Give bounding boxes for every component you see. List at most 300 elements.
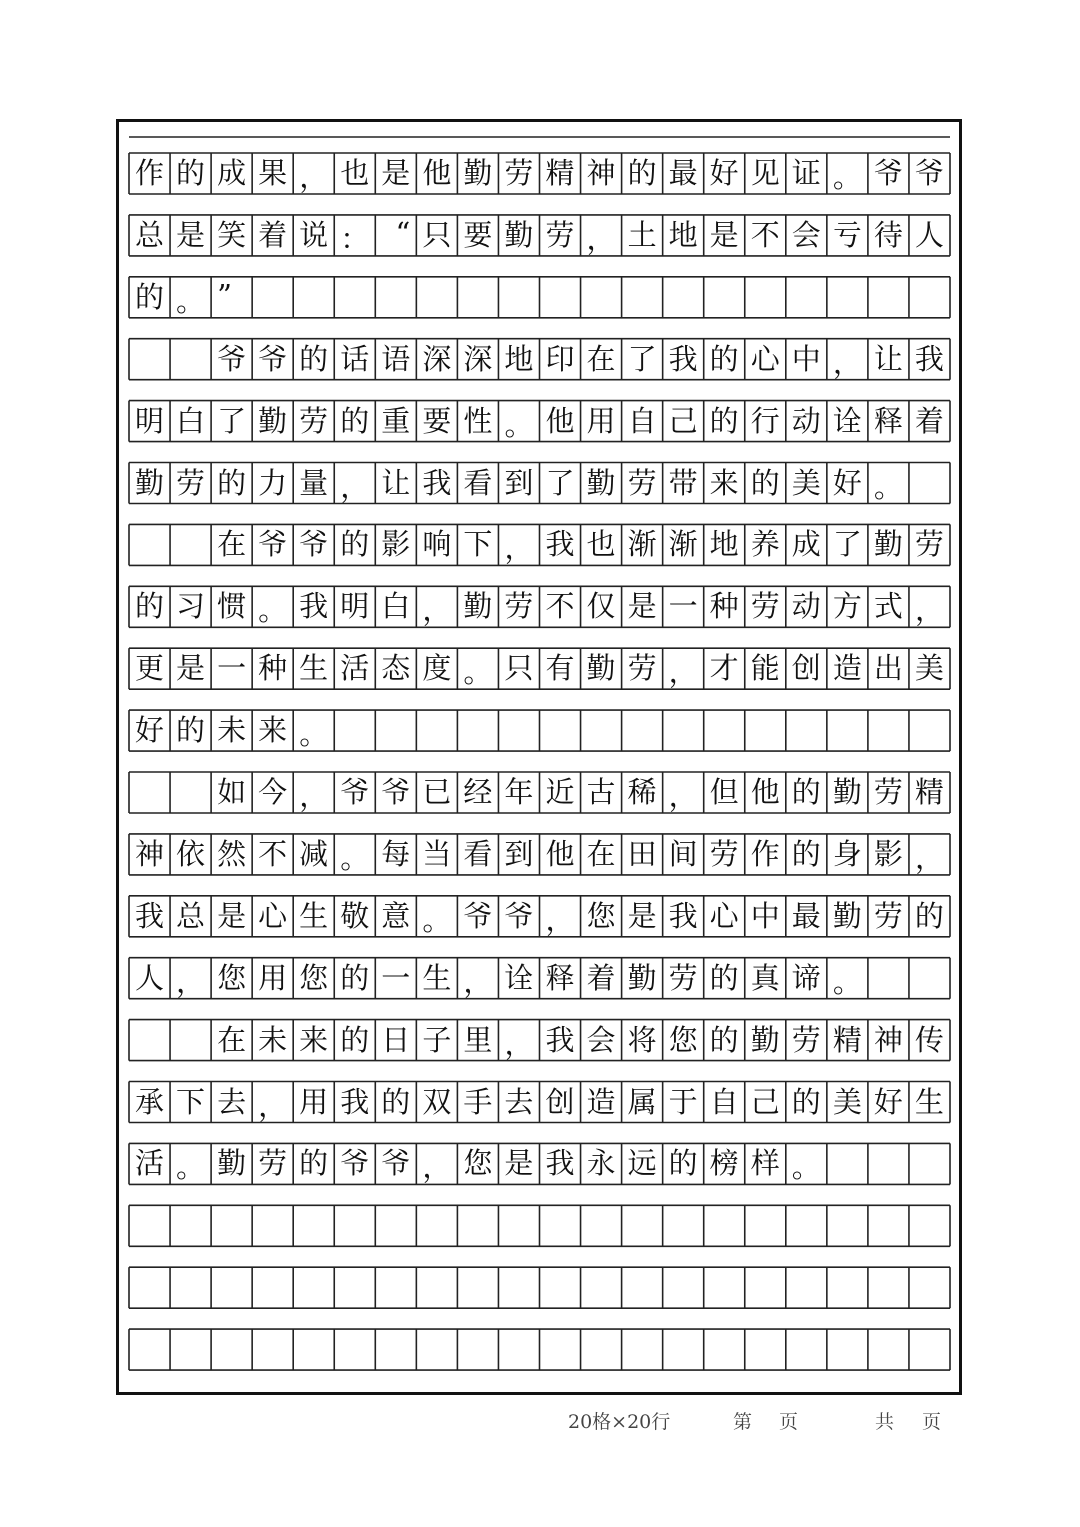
grid-char: ， (914, 593, 944, 628)
grid-char: 是 (627, 898, 657, 933)
grid-char: ， (422, 1150, 452, 1185)
grid-char: 。 (832, 160, 862, 194)
grid-char: 了 (627, 341, 657, 376)
grid-char: 劳 (176, 465, 206, 500)
grid-char: 。 (504, 407, 534, 442)
grid-char: 。 (176, 283, 206, 318)
grid-char: 子 (422, 1022, 452, 1057)
grid-char: 。 (422, 902, 452, 937)
grid-char: ， (586, 221, 616, 256)
grid-char: 仅 (586, 589, 616, 624)
grid-char: 。 (791, 1150, 821, 1185)
grid-char: 属 (627, 1084, 657, 1119)
grid-char: 白 (381, 589, 411, 624)
grid-char: 。 (832, 964, 862, 999)
grid-char: 看 (463, 465, 493, 500)
grid-char: 的 (299, 341, 329, 376)
grid-char: 在 (586, 836, 616, 871)
grid-char: 勤 (586, 651, 616, 686)
grid-char: 我 (545, 1022, 575, 1057)
grid-char: 着 (914, 403, 944, 438)
grid-char: 爷 (381, 1146, 411, 1181)
grid-char: 是 (504, 1146, 534, 1181)
grid-char: 最 (668, 156, 698, 190)
grid-char: 释 (873, 403, 903, 438)
grid-char: 勤 (750, 1022, 780, 1057)
grid-char: 地 (668, 217, 698, 252)
grid-char: 人 (914, 217, 944, 252)
grid-char: 劳 (873, 898, 903, 933)
grid-char: 。 (299, 717, 329, 752)
grid-char: 爷 (873, 156, 903, 190)
grid-char: 的 (709, 403, 739, 438)
grid-char: ， (422, 593, 452, 628)
grid-char: 见 (750, 156, 780, 190)
grid-char: 爷 (299, 527, 329, 562)
grid-char: 爷 (217, 341, 247, 376)
grid-char: ， (299, 779, 329, 813)
grid-char: 也 (340, 156, 370, 190)
grid-char: 人 (134, 960, 164, 995)
grid-char: 会 (586, 1022, 616, 1057)
grid-char: 创 (791, 651, 821, 686)
grid-char: 更 (134, 651, 164, 686)
grid-char: 己 (668, 403, 698, 438)
grid-char: 待 (873, 217, 903, 252)
grid-char: 心 (258, 898, 288, 933)
grid-char: 要 (463, 217, 493, 252)
grid-char: 里 (463, 1022, 493, 1057)
grid-char: ， (504, 1026, 534, 1061)
page-total-suffix: 页 (922, 1411, 942, 1433)
grid-char: 的 (750, 465, 780, 500)
grid-char: 下 (176, 1084, 206, 1119)
grid-char: ， (668, 655, 698, 690)
grid-char: 影 (381, 527, 411, 562)
grid-char: 神 (134, 836, 164, 871)
grid-char: 总 (176, 898, 206, 933)
grid-char: 我 (668, 898, 698, 933)
grid-char: 深 (422, 341, 452, 376)
grid-char: 在 (217, 1022, 247, 1057)
grid-char: 爷 (463, 898, 493, 933)
grid-char: ， (504, 531, 534, 566)
grid-char: 是 (176, 217, 206, 252)
grid-char: 劳 (504, 156, 534, 190)
grid-char: 的 (381, 1084, 411, 1119)
grid-char: 劳 (750, 589, 780, 624)
grid-char: 了 (832, 527, 862, 562)
grid-char: 说 (299, 217, 329, 252)
grid-char: 是 (176, 651, 206, 686)
grid-char: 劳 (299, 403, 329, 438)
grid-char: 您 (299, 960, 329, 995)
grid-char: ， (545, 902, 575, 937)
grid-char: 只 (422, 217, 452, 252)
grid-char: 生 (299, 898, 329, 933)
grid-char: 的 (709, 960, 739, 995)
grid-char: 劳 (258, 1146, 288, 1181)
grid-char: 下 (463, 527, 493, 562)
grid-char: 到 (504, 836, 534, 871)
grid-char: 的 (709, 1022, 739, 1057)
grid-char: 去 (504, 1084, 534, 1119)
grid-char: 生 (914, 1084, 944, 1119)
grid-char: 来 (258, 713, 288, 748)
grid-char: 种 (709, 589, 739, 624)
grid-char: 会 (791, 217, 821, 252)
grid-char: 依 (176, 836, 206, 871)
grid-char: 精 (914, 775, 944, 809)
grid-char: 态 (381, 651, 411, 686)
grid-char: 度 (422, 651, 452, 686)
grid-char: ： (340, 221, 370, 256)
grid-char: 您 (668, 1022, 698, 1057)
grid-char: 。 (873, 469, 903, 504)
grid-char: 神 (586, 156, 616, 190)
grid-char: 性 (463, 403, 493, 438)
grid-char: 创 (545, 1084, 575, 1119)
grid-char: 将 (627, 1022, 657, 1057)
grid-char: 习 (176, 589, 206, 624)
grid-char: 惯 (217, 589, 247, 624)
grid-char: 能 (750, 651, 780, 686)
grid-char: 承 (134, 1084, 164, 1119)
grid-char: 明 (340, 589, 370, 624)
grid-char: ， (914, 840, 944, 875)
grid-char: 心 (709, 898, 739, 933)
grid-char: 白 (176, 403, 206, 438)
grid-char: 双 (422, 1084, 452, 1119)
grid-char: 勤 (258, 403, 288, 438)
grid-char: 语 (381, 341, 411, 376)
grid-char: 行 (750, 403, 780, 438)
grid-char: 让 (873, 341, 903, 376)
grid-char: 他 (545, 836, 575, 871)
grid-char: 的 (340, 960, 370, 995)
grid-char: 已 (422, 775, 452, 809)
grid-char: 印 (545, 341, 575, 376)
grid-char: 最 (791, 898, 821, 933)
grid-char: 敬 (340, 898, 370, 933)
grid-char: 深 (463, 341, 493, 376)
page-footer (116, 1403, 962, 1437)
grid-char: 劳 (914, 527, 944, 562)
grid-char: 要 (422, 403, 452, 438)
grid-char: 我 (134, 898, 164, 933)
grid-char: 一 (381, 960, 411, 995)
grid-char: 着 (586, 960, 616, 995)
grid-char: 爷 (258, 527, 288, 562)
grid-char: 勤 (832, 898, 862, 933)
grid-char: ， (668, 779, 698, 813)
grid-char: 果 (258, 156, 288, 190)
grid-char: 在 (586, 341, 616, 376)
grid-char: ， (832, 345, 862, 380)
grid-char: 他 (545, 403, 575, 438)
grid-char: 间 (668, 836, 698, 871)
grid-char: 活 (134, 1146, 164, 1181)
grid-char: 明 (134, 403, 164, 438)
grid-char: 只 (504, 651, 534, 686)
grid-char: 中 (791, 341, 821, 376)
grid-char: 身 (832, 836, 862, 871)
grid-char: 成 (791, 527, 821, 562)
grid-char: 劳 (709, 836, 739, 871)
grid-char: 好 (134, 713, 164, 748)
grid-char: 一 (668, 589, 698, 624)
grid-char: 有 (545, 651, 575, 686)
grid-char: 种 (258, 651, 288, 686)
grid-char: 美 (832, 1084, 862, 1119)
grid-char: 的 (134, 589, 164, 624)
grid-char: 渐 (668, 527, 698, 562)
grid-char: 我 (545, 1146, 575, 1181)
grid-char: ， (299, 160, 329, 194)
grid-char: 的 (627, 156, 657, 190)
grid-char: 养 (750, 527, 780, 562)
grid-char: 但 (709, 775, 739, 809)
grid-char: 的 (176, 713, 206, 748)
grid-char: 心 (750, 341, 780, 376)
grid-char: 勤 (627, 960, 657, 995)
grid-char: 成 (217, 156, 247, 190)
grid-char: 勤 (463, 156, 493, 190)
grid-char: 带 (668, 465, 698, 500)
grid-char: 量 (299, 465, 329, 500)
grid-char: 造 (832, 651, 862, 686)
grid-char: 我 (422, 465, 452, 500)
grid-char: 在 (217, 527, 247, 562)
grid-char: 精 (832, 1022, 862, 1057)
grid-char: 他 (750, 775, 780, 809)
grid-char: 的 (134, 279, 164, 314)
grid-char: 着 (258, 217, 288, 252)
grid-char: 劳 (545, 217, 575, 252)
grid-char: 是 (217, 898, 247, 933)
grid-char: 中 (750, 898, 780, 933)
grid-char: 生 (422, 960, 452, 995)
grid-char: 用 (586, 403, 616, 438)
grid-char: 您 (586, 898, 616, 933)
grid-char: 爷 (258, 341, 288, 376)
grid-char: 未 (217, 713, 247, 748)
grid-char: 美 (914, 651, 944, 686)
grid-char: 勤 (832, 775, 862, 809)
page-number-suffix: 页 (779, 1411, 799, 1433)
grid-char: 勤 (217, 1146, 247, 1181)
grid-char: 劳 (791, 1022, 821, 1057)
grid-char: 让 (381, 465, 411, 500)
page-total-prefix: 共 (875, 1411, 895, 1433)
grid-char: 自 (709, 1084, 739, 1119)
grid-char: 劳 (627, 465, 657, 500)
grid-char: 手 (463, 1084, 493, 1119)
grid-char: 用 (258, 960, 288, 995)
grid-char: 勤 (134, 465, 164, 500)
grid-char: 您 (217, 960, 247, 995)
grid-char: 。 (340, 840, 370, 875)
grid-char: 当 (422, 836, 452, 871)
grid-char: 释 (545, 960, 575, 995)
grid-char: 自 (627, 403, 657, 438)
grid-char: 出 (873, 651, 903, 686)
grid-char: 去 (217, 1084, 247, 1119)
grid-char: 用 (299, 1084, 329, 1119)
grid-char: 好 (832, 465, 862, 500)
grid-char: 诠 (832, 403, 862, 438)
grid-char: 生 (299, 651, 329, 686)
grid-char: 的 (668, 1146, 698, 1181)
grid-char: 稀 (627, 775, 657, 809)
grid-char: 田 (627, 836, 657, 871)
grid-char: 的 (791, 836, 821, 871)
grid-char: 来 (709, 465, 739, 500)
grid-char: 看 (463, 836, 493, 871)
grid-char: 爷 (340, 1146, 370, 1181)
grid-char: 才 (709, 651, 739, 686)
grid-char: 土 (627, 217, 657, 252)
grid-char: 动 (791, 403, 821, 438)
grid-char: 证 (791, 156, 821, 190)
grid-char: 劳 (873, 775, 903, 809)
grid-char: 爷 (340, 775, 370, 809)
grid-char: 我 (545, 527, 575, 562)
grid-char: 的 (176, 156, 206, 190)
grid-char: 真 (750, 960, 780, 995)
grid-char: 己 (750, 1084, 780, 1119)
grid-char: 勤 (873, 527, 903, 562)
grid-char: 。 (258, 593, 288, 628)
grid-char: 永 (586, 1146, 616, 1181)
grid-char: 美 (791, 465, 821, 500)
grid-char: 榜 (709, 1146, 739, 1181)
grid-char: 好 (873, 1084, 903, 1119)
grid-char: 亏 (832, 217, 862, 252)
grid-char: 的 (217, 465, 247, 500)
grid-char: 我 (340, 1084, 370, 1119)
grid-char: 话 (340, 341, 370, 376)
grid-char: 是 (381, 156, 411, 190)
grid-char: 于 (668, 1084, 698, 1119)
grid-char: 的 (914, 898, 944, 933)
grid-char: 。 (463, 655, 493, 690)
grid-char: ， (258, 1088, 288, 1123)
grid-char: 重 (381, 403, 411, 438)
grid-char: 作 (134, 156, 164, 190)
grid-char: “ (395, 215, 411, 250)
grid-char: 地 (504, 341, 534, 376)
grid-char: 方 (832, 589, 862, 624)
grid-char: 日 (381, 1022, 411, 1057)
grid-char: 爷 (504, 898, 534, 933)
grid-char: 好 (709, 156, 739, 190)
grid-char: 作 (750, 836, 780, 871)
grid-char: 造 (586, 1084, 616, 1119)
grid-char: 劳 (627, 651, 657, 686)
grid-char: 勤 (463, 589, 493, 624)
grid-char: 精 (545, 156, 575, 190)
grid-char: 地 (709, 527, 739, 562)
grid-char: 的 (340, 1022, 370, 1057)
grid-char: 经 (463, 775, 493, 809)
grid-char: 您 (463, 1146, 493, 1181)
grid-char: ， (176, 964, 206, 999)
grid-char: 不 (750, 217, 780, 252)
grid-char: 了 (217, 403, 247, 438)
grid-char: 传 (914, 1022, 944, 1057)
grid-char: 勤 (586, 465, 616, 500)
grid-char: 他 (422, 156, 452, 190)
grid-char: 今 (258, 775, 288, 809)
grid-char: 我 (299, 589, 329, 624)
grid-char: 是 (709, 217, 739, 252)
grid-char: 未 (258, 1022, 288, 1057)
grid-char: 的 (340, 527, 370, 562)
grid-char: 渐 (627, 527, 657, 562)
grid-char: 古 (586, 775, 616, 809)
grid-char: 远 (627, 1146, 657, 1181)
grid-char: 总 (134, 217, 164, 252)
grid-char: 动 (791, 589, 821, 624)
grid-char: 意 (381, 898, 411, 933)
grid-char: 活 (340, 651, 370, 686)
grid-char: 年 (504, 775, 534, 809)
grid-char: 。 (176, 1150, 206, 1185)
grid-char: 爷 (381, 775, 411, 809)
grid-char: 我 (668, 341, 698, 376)
grid-char: 影 (873, 836, 903, 871)
grid-char: 一 (217, 651, 247, 686)
grid-char: ” (217, 277, 232, 312)
grid-char: 力 (258, 465, 288, 500)
grid-char: 如 (217, 775, 247, 809)
grid-char: 样 (750, 1146, 780, 1181)
grid-char: 神 (873, 1022, 903, 1057)
grid-char: 劳 (504, 589, 534, 624)
grid-format-label: 20格×20行 (568, 1411, 671, 1433)
grid-char: 谛 (791, 960, 821, 995)
grid-char: 爷 (914, 156, 944, 190)
grid-char: 的 (791, 775, 821, 809)
grid-char: 然 (217, 836, 247, 871)
grid-char: 勤 (504, 217, 534, 252)
grid-char: ， (463, 964, 493, 999)
grid-char: 也 (586, 527, 616, 562)
grid-char: 响 (422, 527, 452, 562)
page-number-prefix: 第 (733, 1411, 753, 1433)
grid-char: 到 (504, 465, 534, 500)
grid-char: 笑 (217, 217, 247, 252)
grid-char: 的 (791, 1084, 821, 1119)
grid-char: 式 (873, 589, 903, 624)
grid-char: 我 (914, 341, 944, 376)
grid-char: 了 (545, 465, 575, 500)
grid-char: 的 (709, 341, 739, 376)
grid-char: 不 (545, 589, 575, 624)
composition-sheet (116, 119, 962, 1395)
grid-char: 每 (381, 836, 411, 871)
grid-char: 减 (299, 836, 329, 871)
grid-char: 来 (299, 1022, 329, 1057)
grid-char: 的 (340, 403, 370, 438)
grid-char: 劳 (668, 960, 698, 995)
grid-char: ， (340, 469, 370, 504)
grid-char: 近 (545, 775, 575, 809)
grid-char: 是 (627, 589, 657, 624)
grid-char: 不 (258, 836, 288, 871)
grid-char: 的 (299, 1146, 329, 1181)
